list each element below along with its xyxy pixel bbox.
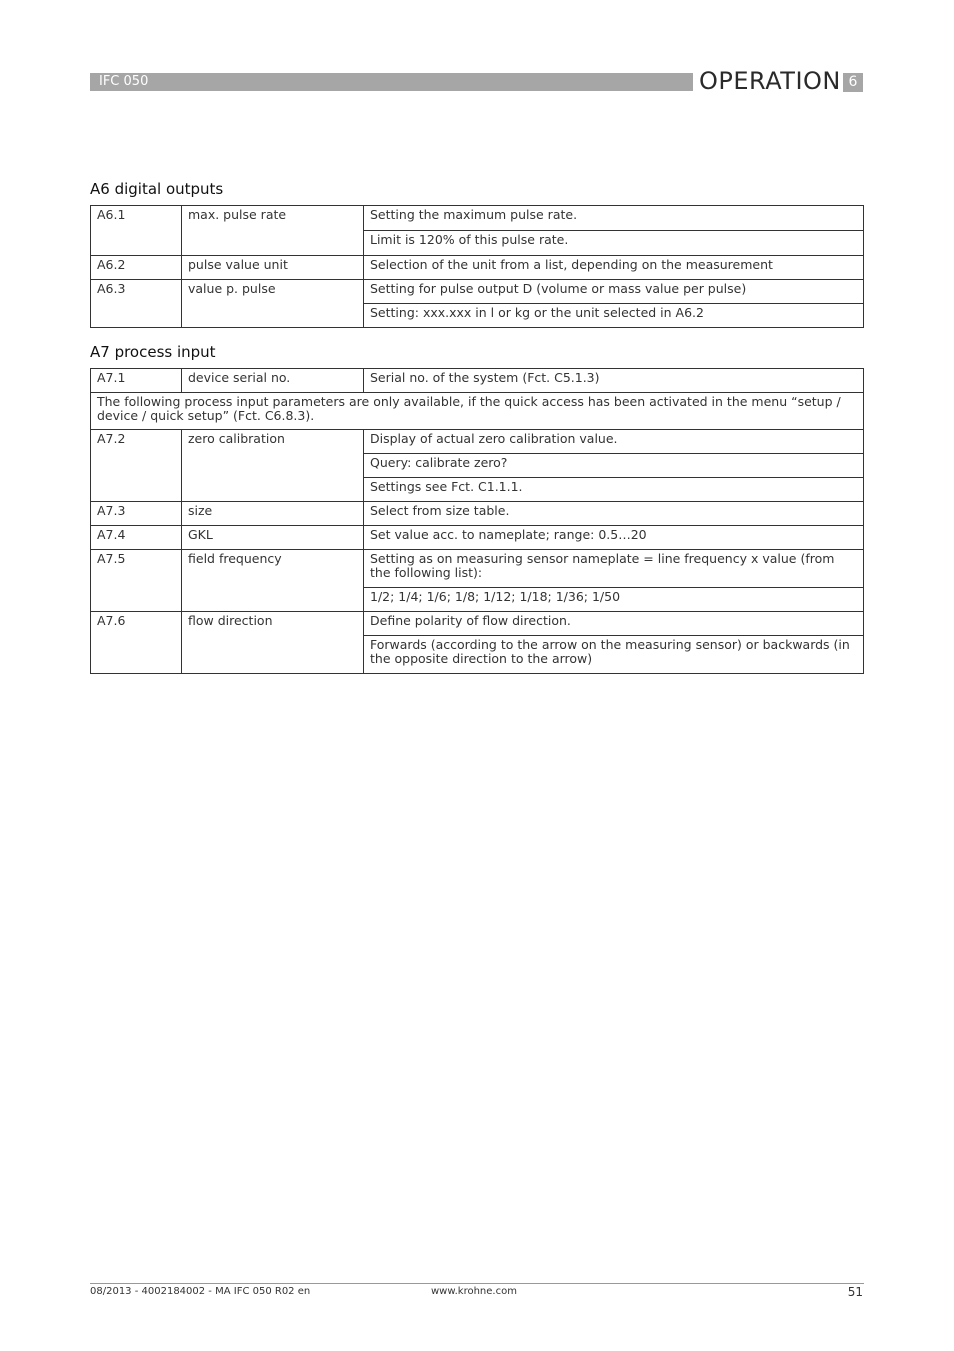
table-row (91, 256, 864, 280)
header-chapter-number: 6 (843, 73, 863, 92)
param-desc: Setting for pulse output D (volume or mass value per pulse) (364, 280, 864, 304)
param-name: device serial no. (182, 369, 364, 393)
footer-page-number: 51 (847, 1285, 863, 1299)
table-row (91, 502, 864, 526)
param-id: A7.2 (91, 430, 182, 502)
param-id: A7.6 (91, 612, 182, 674)
param-desc: Serial no. of the system (Fct. C5.1.3) (364, 369, 864, 393)
table-row (91, 430, 864, 454)
header-model: IFC 050 (99, 74, 149, 89)
param-name: size (182, 502, 364, 526)
param-desc: 1/2; 1/4; 1/6; 1/8; 1/12; 1/18; 1/36; 1/50 (364, 588, 864, 612)
table-row (91, 206, 864, 231)
param-id: A7.4 (91, 526, 182, 550)
section-a6-title: A6 digital outputs (90, 180, 224, 198)
table-row (91, 526, 864, 550)
param-desc: Forwards (according to the arrow on the measuring sensor) or backwards (in the opposite direction to the arrow) (364, 636, 864, 674)
header-section-title: OPERATION (699, 67, 841, 95)
param-name: zero calibration (182, 430, 364, 502)
param-id: A7.1 (91, 369, 182, 393)
param-desc: Settings see Fct. C1.1.1. (364, 478, 864, 502)
param-desc: Setting the maximum pulse rate. (364, 206, 864, 231)
param-id: A6.3 (91, 280, 182, 328)
param-id: A6.2 (91, 256, 182, 280)
param-desc: Limit is 120% of this pulse rate. (364, 231, 864, 256)
param-desc: Set value acc. to nameplate; range: 0.5…20 (364, 526, 864, 550)
param-name: pulse value unit (182, 256, 364, 280)
param-name: flow direction (182, 612, 364, 674)
footer-doc-ref: 08/2013 - 4002184002 - MA IFC 050 R02 en (90, 1286, 311, 1297)
param-desc: Display of actual zero calibration value. (364, 430, 864, 454)
table-row (91, 369, 864, 393)
param-name: field frequency (182, 550, 364, 612)
table-a6 (90, 205, 864, 328)
table-row (91, 550, 864, 588)
param-name: GKL (182, 526, 364, 550)
table-row (91, 612, 864, 636)
table-row (91, 280, 864, 304)
param-id: A7.3 (91, 502, 182, 526)
param-desc: Define polarity of flow direction. (364, 612, 864, 636)
param-name: value p. pulse (182, 280, 364, 328)
table-row (91, 393, 864, 430)
param-desc: Selection of the unit from a list, depending on the measurement (364, 256, 864, 280)
footer-website: www.krohne.com (431, 1286, 517, 1297)
param-desc: Setting: xxx.xxx in l or kg or the unit selected in A6.2 (364, 304, 864, 328)
table-a7 (90, 368, 864, 674)
header-bar (90, 73, 693, 91)
param-id: A6.1 (91, 206, 182, 256)
section-a7-title: A7 process input (90, 343, 216, 361)
param-id: A7.5 (91, 550, 182, 612)
param-desc: Select from size table. (364, 502, 864, 526)
param-name: max. pulse rate (182, 206, 364, 256)
param-desc: Setting as on measuring sensor nameplate = line frequency x value (from the following list): (364, 550, 864, 588)
footer-rule (90, 1283, 864, 1284)
availability-note: The following process input parameters are only available, if the quick access has been activated in the menu “setup / device / quick setup” (Fct. C6.8.3). (91, 393, 864, 430)
param-desc: Query: calibrate zero? (364, 454, 864, 478)
